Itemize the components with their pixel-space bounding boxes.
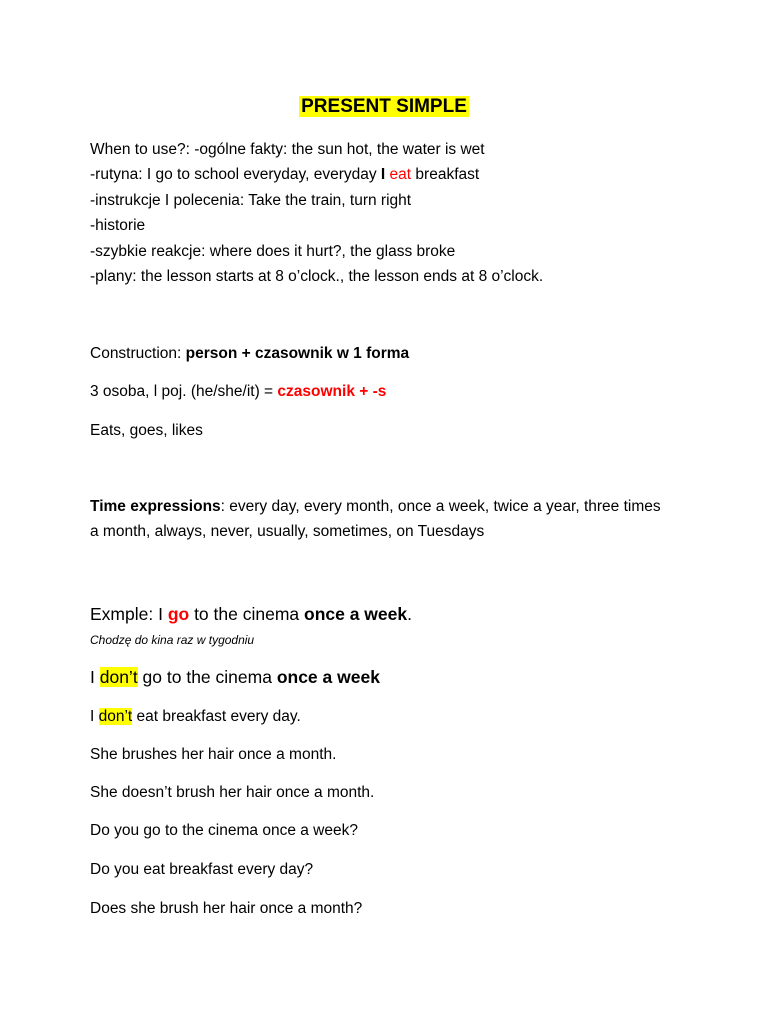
example-sentence	[90, 602, 412, 626]
use-line-3: -instrukcje I polecenia: Take the train, turn right	[90, 192, 412, 209]
title-highlight: PRESENT SIMPLE	[301, 96, 467, 117]
use-line-2-bold-i: I	[380, 166, 386, 183]
third-person-label: 3 osoba, l poj. (he/she/it) =	[90, 383, 278, 400]
example-translation: Chodzę do kina raz w tygodniu	[90, 633, 255, 647]
negative-middle: go to the cinema	[137, 667, 277, 687]
example-prefix: Exmple: I	[90, 604, 168, 624]
sentence-1-subject: I	[90, 708, 99, 725]
sentence-6: Does she brush her hair once a month?	[90, 900, 363, 917]
third-person-line	[90, 382, 386, 402]
third-person-formula: czasownik + -s	[277, 383, 387, 400]
sentence-2: She brushes her hair once a month.	[90, 746, 337, 763]
example-verb: go	[167, 604, 190, 624]
use-line-2-red-eat: eat	[389, 166, 412, 183]
time-expressions-line-1	[90, 497, 661, 517]
example-frequency: once a week	[304, 604, 408, 624]
negative-dont-highlight: don’t	[99, 667, 138, 687]
example-end: .	[407, 604, 412, 624]
sentence-1	[90, 707, 301, 727]
construction-formula: person + czasownik w 1 forma	[185, 345, 410, 362]
sentence-1-rest: eat breakfast every day.	[132, 708, 301, 725]
use-line-1: When to use?: -ogólne fakty: the sun hot, the water is wet	[90, 141, 485, 158]
construction-label: Construction:	[90, 345, 186, 362]
sentence-4: Do you go to the cinema once a week?	[90, 822, 358, 839]
construction-line	[90, 344, 409, 364]
negative-frequency: once a week	[276, 667, 380, 687]
time-expressions-text: : every day, every month, once a week, twice a year, three times	[220, 498, 661, 515]
sentence-5: Do you eat breakfast every day?	[90, 861, 314, 878]
use-line-2	[90, 165, 479, 185]
use-line-6: -plany: the lesson starts at 8 o’clock., the lesson ends at 8 o’clock.	[90, 268, 544, 285]
use-line-5: -szybkie reakcje: where does it hurt?, the glass broke	[90, 243, 456, 260]
time-expressions-line-2: a month, always, never, usually, sometimes, on Tuesdays	[90, 523, 485, 540]
use-line-4: -historie	[90, 217, 146, 234]
negative-sentence	[90, 665, 380, 689]
page-title	[0, 96, 768, 118]
time-expressions-label: Time expressions	[90, 498, 221, 515]
use-line-2-text: -rutyna: I go to school everyday, everyday	[90, 166, 381, 183]
sentence-1-dont-highlight: don’t	[98, 708, 133, 725]
use-line-2-end: breakfast	[411, 166, 480, 183]
example-middle: to the cinema	[189, 604, 304, 624]
negative-subject: I	[90, 667, 100, 687]
verb-examples: Eats, goes, likes	[90, 422, 203, 439]
sentence-3: She doesn’t brush her hair once a month.	[90, 784, 375, 801]
